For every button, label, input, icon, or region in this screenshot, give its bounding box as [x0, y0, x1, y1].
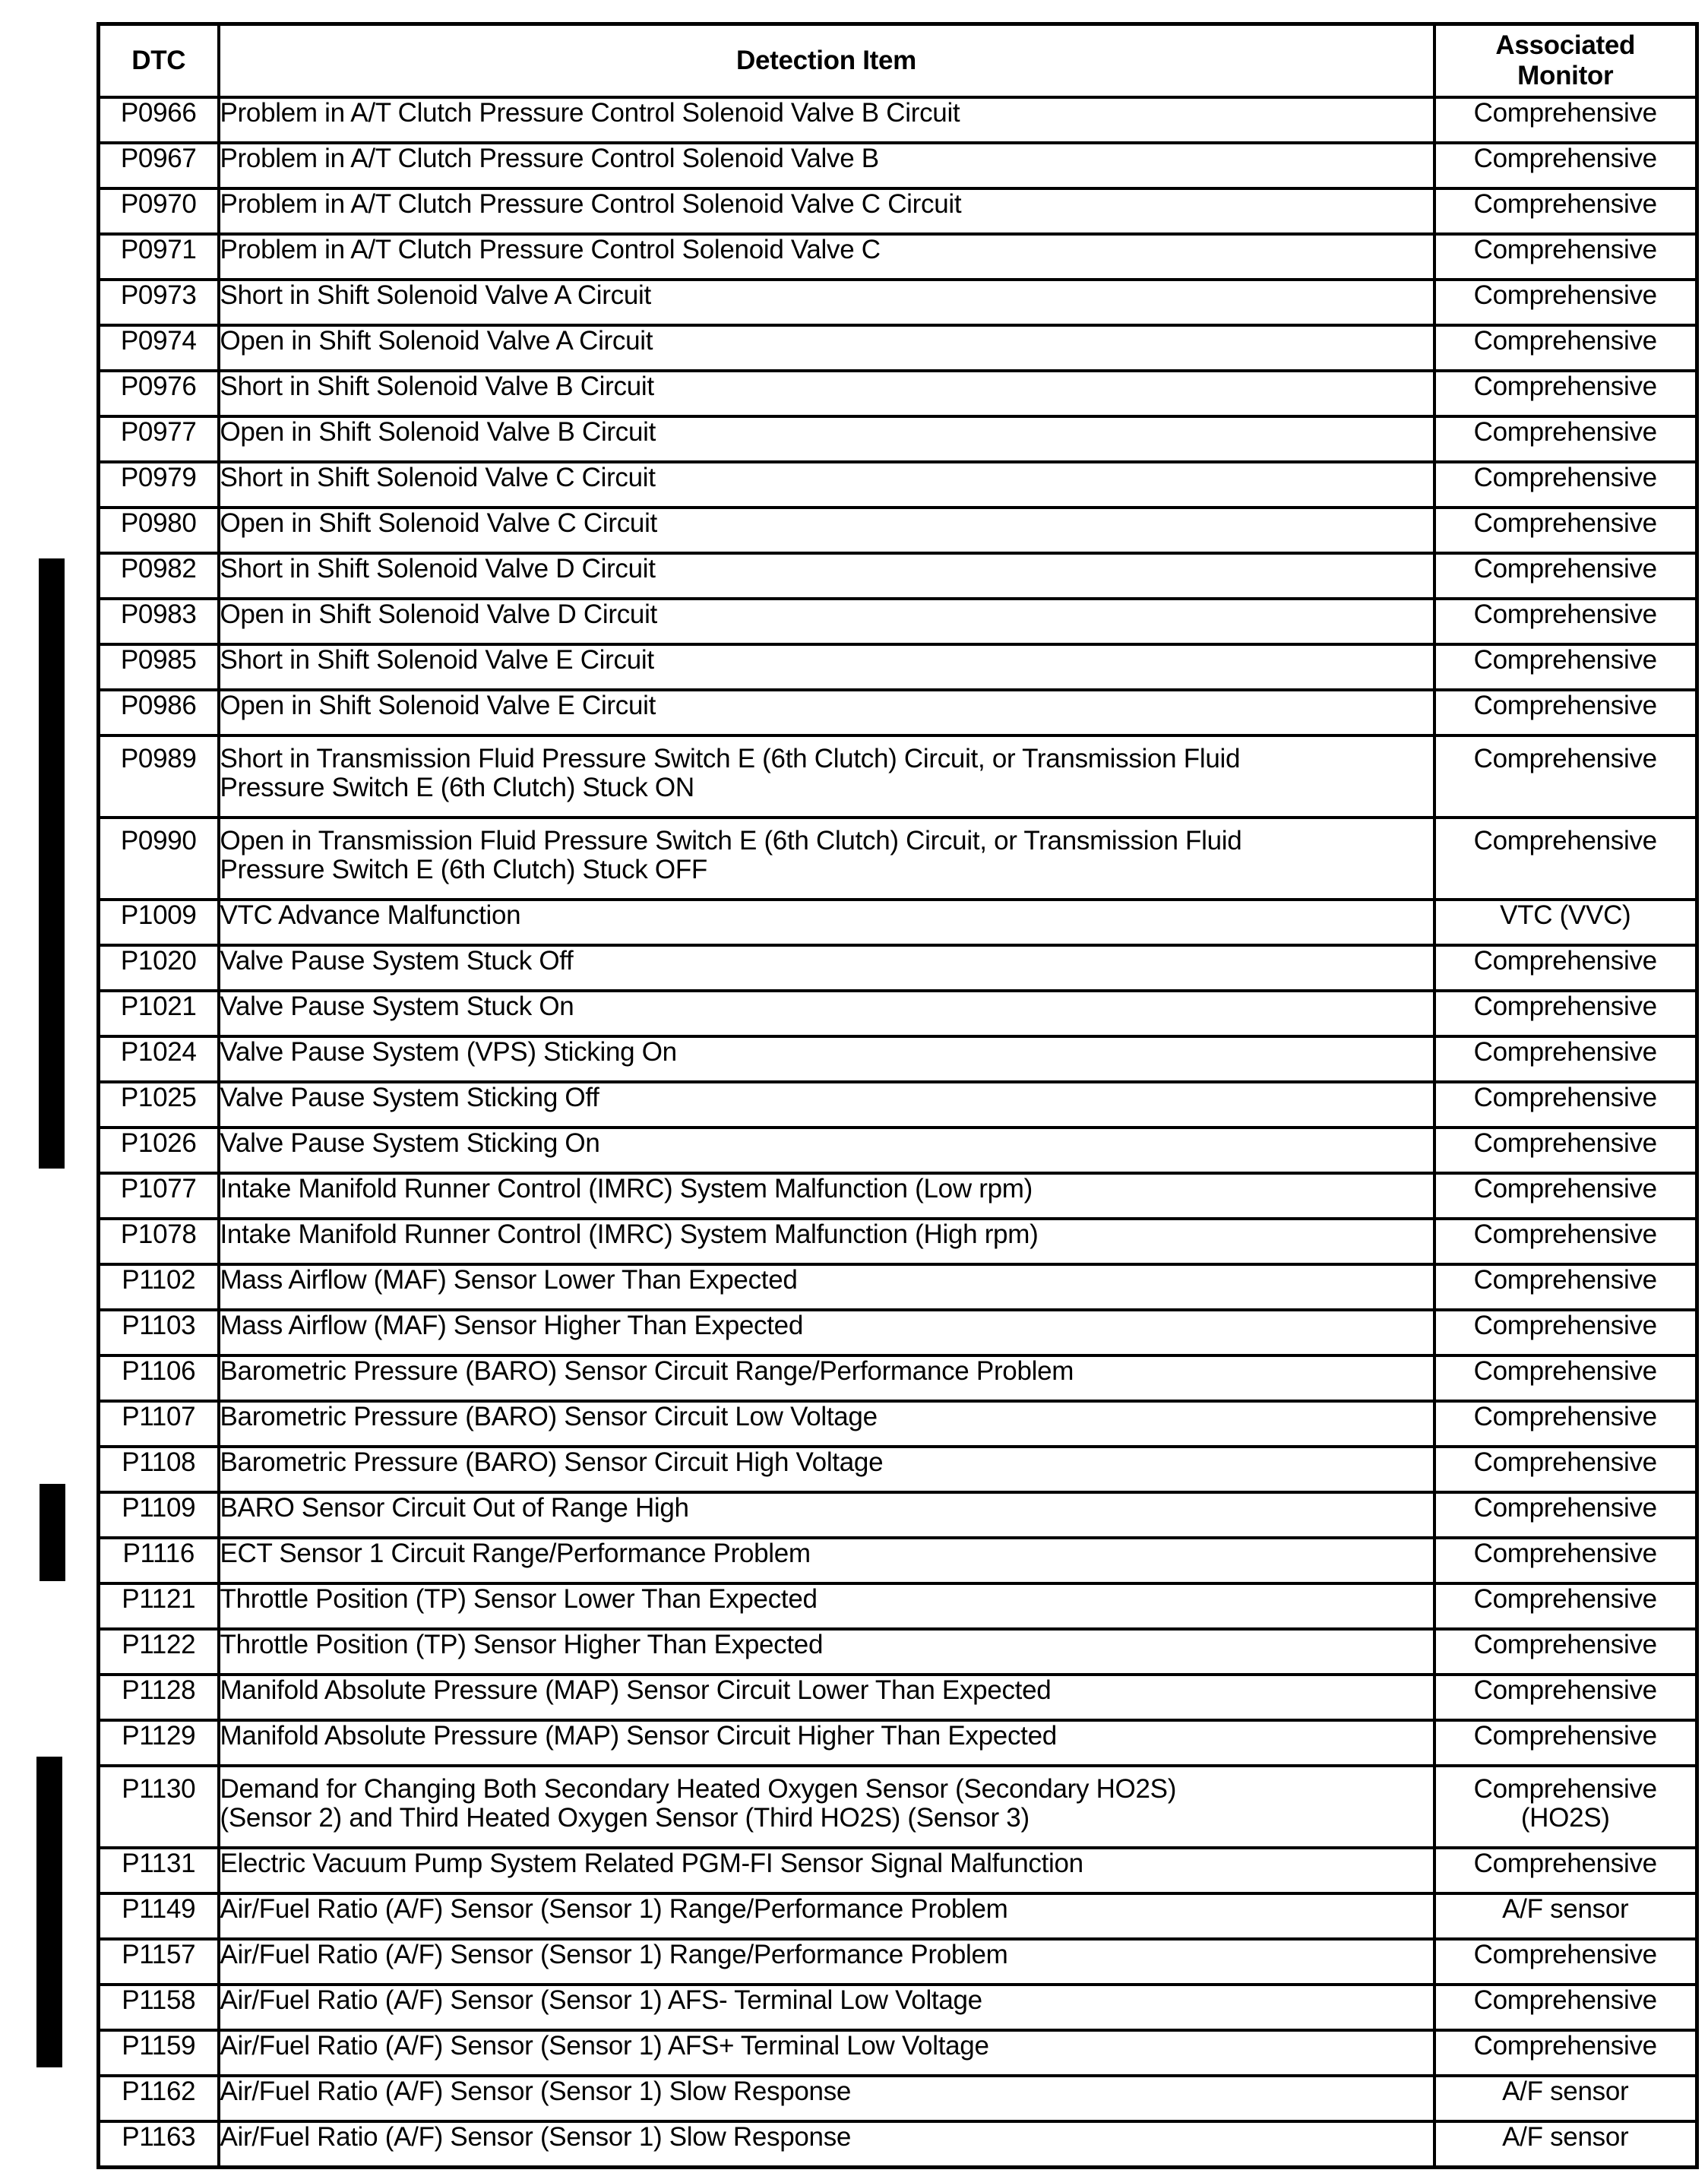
- associated-monitor-text: Comprehensive: [1473, 1402, 1657, 1431]
- table-row: [99, 1355, 1697, 1401]
- detection-item-cell: [219, 1264, 1434, 1310]
- detection-item-text: Valve Pause System Stuck Off: [220, 946, 574, 976]
- detection-item-cell: [219, 1447, 1434, 1492]
- table-row: [99, 325, 1697, 371]
- associated-monitor-cell: [1434, 1173, 1697, 1219]
- table-row: [99, 371, 1697, 416]
- detection-item-cell: [219, 371, 1434, 416]
- dtc-code-cell: P0982: [99, 553, 219, 599]
- associated-monitor-text: Comprehensive: [1473, 1940, 1657, 1969]
- associated-monitor-text: Comprehensive: [1473, 1311, 1657, 1340]
- table-row: [99, 1082, 1697, 1128]
- detection-item-cell: [219, 1173, 1434, 1219]
- associated-monitor-text: Comprehensive: [1473, 1356, 1657, 1386]
- header-line: Associated: [1495, 30, 1636, 60]
- associated-monitor-cell: [1434, 462, 1697, 508]
- detection-item-text: Open in Shift Solenoid Valve A Circuit: [220, 326, 653, 356]
- dtc-code-cell: P0977: [99, 416, 219, 462]
- dtc-code-cell: P1128: [99, 1675, 219, 1720]
- detection-item-text: Electric Vacuum Pump System Related PGM-FI Sensor Signal Malfunction: [220, 1849, 1083, 1878]
- dtc-code-cell: P1077: [99, 1173, 219, 1219]
- associated-monitor-cell: [1434, 991, 1697, 1036]
- table-row: [99, 2030, 1697, 2076]
- detection-item-cell: [219, 1082, 1434, 1128]
- column-header-dtc: DTC: [99, 24, 219, 98]
- table-row: [99, 508, 1697, 553]
- detection-item-cell: [219, 735, 1434, 818]
- detection-item-text: Open in Shift Solenoid Valve B Circuit: [220, 417, 656, 447]
- detection-item-cell: [219, 1985, 1434, 2030]
- table-header-row: [99, 24, 1697, 98]
- associated-monitor-text: Comprehensive: [1473, 1083, 1657, 1112]
- associated-monitor-text: Comprehensive: [1473, 1539, 1657, 1568]
- detection-item-text: Valve Pause System Stuck On: [220, 992, 574, 1021]
- detection-item-text: Demand for Changing Both Secondary Heated Oxygen Sensor (Secondary HO2S): [220, 1774, 1177, 1804]
- associated-monitor-cell: [1434, 508, 1697, 553]
- table-row: [99, 1219, 1697, 1264]
- associated-monitor-text: Comprehensive: [1473, 1447, 1657, 1477]
- associated-monitor-cell: [1434, 690, 1697, 735]
- detection-item-text: Problem in A/T Clutch Pressure Control Solenoid Valve C Circuit: [220, 189, 962, 219]
- associated-monitor-text: A/F sensor: [1502, 2122, 1629, 2152]
- detection-item-text: Throttle Position (TP) Sensor Lower Than Expected: [220, 1584, 818, 1614]
- dtc-code-cell: P1157: [99, 1939, 219, 1985]
- associated-monitor-cell: [1434, 188, 1697, 234]
- associated-monitor-cell: [1434, 553, 1697, 599]
- table-row: [99, 1310, 1697, 1355]
- dtc-code-cell: P1149: [99, 1893, 219, 1939]
- table-row: [99, 1985, 1697, 2030]
- associated-monitor-text: Comprehensive: [1473, 189, 1657, 219]
- table-row: [99, 553, 1697, 599]
- table-row: [99, 416, 1697, 462]
- dtc-code-cell: P0974: [99, 325, 219, 371]
- dtc-code-cell: P0973: [99, 280, 219, 325]
- detection-item-text: Air/Fuel Ratio (A/F) Sensor (Sensor 1) Slow Response: [220, 2077, 852, 2106]
- detection-item-cell: [219, 553, 1434, 599]
- associated-monitor-text: Comprehensive: [1473, 691, 1657, 720]
- associated-monitor-text: Comprehensive: [1473, 326, 1657, 356]
- associated-monitor-text: A/F sensor: [1502, 2077, 1629, 2106]
- table-row: [99, 1848, 1697, 1893]
- revision-change-bar: [36, 1757, 62, 2067]
- detection-item-cell: [219, 462, 1434, 508]
- detection-item-text: Air/Fuel Ratio (A/F) Sensor (Sensor 1) AFS- Terminal Low Voltage: [220, 1985, 982, 2015]
- associated-monitor-cell: [1434, 1355, 1697, 1401]
- dtc-code-cell: P1103: [99, 1310, 219, 1355]
- table-row: [99, 1538, 1697, 1583]
- detection-item-cell: [219, 325, 1434, 371]
- associated-monitor-text: Comprehensive: [1473, 1037, 1657, 1067]
- associated-monitor-cell: [1434, 2076, 1697, 2121]
- associated-monitor-text: Comprehensive: [1473, 1630, 1657, 1659]
- associated-monitor-text: A/F sensor: [1502, 1894, 1629, 1924]
- associated-monitor-cell: [1434, 416, 1697, 462]
- associated-monitor-text: VTC (VVC): [1500, 900, 1631, 930]
- associated-monitor-text: Comprehensive: [1473, 826, 1657, 856]
- dtc-code-cell: P0980: [99, 508, 219, 553]
- dtc-code-cell: P0970: [99, 188, 219, 234]
- dtc-code-cell: P0971: [99, 234, 219, 280]
- associated-monitor-text: Comprehensive: [1473, 417, 1657, 447]
- associated-monitor-cell: [1434, 280, 1697, 325]
- associated-monitor-text: Comprehensive: [1473, 1675, 1657, 1705]
- dtc-code-cell: P1129: [99, 1720, 219, 1766]
- associated-monitor-cell: [1434, 1893, 1697, 1939]
- table-row: [99, 1939, 1697, 1985]
- table-row: [99, 599, 1697, 644]
- detection-item-text: Short in Shift Solenoid Valve B Circuit: [220, 372, 654, 401]
- detection-item-text: Short in Shift Solenoid Valve A Circuit: [220, 280, 651, 310]
- table-row: [99, 97, 1697, 143]
- associated-monitor-text: Comprehensive: [1473, 1584, 1657, 1614]
- associated-monitor-cell: [1434, 234, 1697, 280]
- dtc-code-cell: P1121: [99, 1583, 219, 1629]
- detection-item-text: Barometric Pressure (BARO) Sensor Circuit High Voltage: [220, 1447, 884, 1477]
- dtc-code-cell: P1020: [99, 945, 219, 991]
- dtc-code-cell: P1021: [99, 991, 219, 1036]
- dtc-table: [96, 22, 1699, 2169]
- detection-item-text: Manifold Absolute Pressure (MAP) Sensor Circuit Higher Than Expected: [220, 1721, 1057, 1751]
- dtc-code-cell: P1026: [99, 1128, 219, 1173]
- detection-item-text: Mass Airflow (MAF) Sensor Higher Than Expected: [220, 1311, 804, 1340]
- detection-item-cell: [219, 1629, 1434, 1675]
- associated-monitor-cell: [1434, 1766, 1697, 1848]
- associated-monitor-text: Comprehensive: [1473, 508, 1657, 538]
- associated-monitor-text: Comprehensive: [1473, 992, 1657, 1021]
- associated-monitor-cell: [1434, 143, 1697, 188]
- detection-item-text: Throttle Position (TP) Sensor Higher Than Expected: [220, 1630, 824, 1659]
- dtc-code-cell: P0967: [99, 143, 219, 188]
- associated-monitor-cell: [1434, 945, 1697, 991]
- table-row: [99, 1401, 1697, 1447]
- associated-monitor-text: Comprehensive: [1473, 1174, 1657, 1204]
- associated-monitor-text: Comprehensive: [1473, 144, 1657, 173]
- table-row: [99, 462, 1697, 508]
- associated-monitor-cell: [1434, 1583, 1697, 1629]
- detection-item-text: Short in Shift Solenoid Valve D Circuit: [220, 554, 656, 584]
- associated-monitor-text: Comprehensive: [1473, 1493, 1657, 1523]
- detection-item-text-line2: (Sensor 2) and Third Heated Oxygen Sensor (Third HO2S) (Sensor 3): [220, 1803, 1030, 1833]
- associated-monitor-text: Comprehensive: [1473, 1985, 1657, 2015]
- associated-monitor-text: Comprehensive: [1473, 1774, 1657, 1804]
- associated-monitor-cell: [1434, 1310, 1697, 1355]
- dtc-code-cell: P1078: [99, 1219, 219, 1264]
- detection-item-cell: [219, 2121, 1434, 2168]
- detection-item-cell: [219, 2076, 1434, 2121]
- dtc-code-cell: P1106: [99, 1355, 219, 1401]
- dtc-code-cell: P0989: [99, 735, 219, 818]
- detection-item-cell: [219, 1355, 1434, 1401]
- column-header-detection-item: Detection Item: [219, 24, 1434, 98]
- dtc-code-cell: P0986: [99, 690, 219, 735]
- detection-item-text: Short in Shift Solenoid Valve C Circuit: [220, 463, 656, 492]
- dtc-code-cell: P1024: [99, 1036, 219, 1082]
- associated-monitor-text: Comprehensive: [1473, 463, 1657, 492]
- detection-item-text: Intake Manifold Runner Control (IMRC) System Malfunction (High rpm): [220, 1219, 1039, 1249]
- dtc-code-cell: P1009: [99, 900, 219, 945]
- detection-item-cell: [219, 599, 1434, 644]
- dtc-code-cell: P0976: [99, 371, 219, 416]
- revision-change-bar: [39, 558, 65, 1169]
- associated-monitor-cell: [1434, 1036, 1697, 1082]
- detection-item-cell: [219, 1766, 1434, 1848]
- table-row: [99, 1036, 1697, 1082]
- associated-monitor-cell: [1434, 1219, 1697, 1264]
- detection-item-cell: [219, 1538, 1434, 1583]
- associated-monitor-text: Comprehensive: [1473, 1128, 1657, 1158]
- table-row: [99, 1675, 1697, 1720]
- detection-item-cell: [219, 1128, 1434, 1173]
- associated-monitor-cell: [1434, 1128, 1697, 1173]
- dtc-code-cell: P1163: [99, 2121, 219, 2168]
- associated-monitor-cell: [1434, 644, 1697, 690]
- detection-item-text: Air/Fuel Ratio (A/F) Sensor (Sensor 1) AFS+ Terminal Low Voltage: [220, 2031, 989, 2061]
- dtc-code-cell: P1158: [99, 1985, 219, 2030]
- associated-monitor-cell: [1434, 1082, 1697, 1128]
- dtc-code-cell: P1116: [99, 1538, 219, 1583]
- detection-item-cell: [219, 97, 1434, 143]
- detection-item-text: Air/Fuel Ratio (A/F) Sensor (Sensor 1) Range/Performance Problem: [220, 1894, 1008, 1924]
- detection-item-cell: [219, 416, 1434, 462]
- associated-monitor-cell: [1434, 1939, 1697, 1985]
- detection-item-text: Air/Fuel Ratio (A/F) Sensor (Sensor 1) Slow Response: [220, 2122, 852, 2152]
- dtc-code-cell: P0983: [99, 599, 219, 644]
- table-row: [99, 735, 1697, 818]
- associated-monitor-cell: [1434, 1675, 1697, 1720]
- dtc-code-cell: P1130: [99, 1766, 219, 1848]
- table-row: [99, 1720, 1697, 1766]
- detection-item-cell: [219, 508, 1434, 553]
- detection-item-cell: [219, 1848, 1434, 1893]
- detection-item-text: Short in Transmission Fluid Pressure Switch E (6th Clutch) Circuit, or Transmission Fluid: [220, 744, 1241, 773]
- table-row: [99, 1264, 1697, 1310]
- dtc-code-cell: P1131: [99, 1848, 219, 1893]
- detection-item-text: Open in Shift Solenoid Valve E Circuit: [220, 691, 656, 720]
- table-row: [99, 1893, 1697, 1939]
- detection-item-text: Open in Shift Solenoid Valve C Circuit: [220, 508, 657, 538]
- associated-monitor-text: Comprehensive: [1473, 645, 1657, 675]
- associated-monitor-text: Comprehensive: [1473, 554, 1657, 584]
- table-row: [99, 690, 1697, 735]
- detection-item-cell: [219, 234, 1434, 280]
- detection-item-text: BARO Sensor Circuit Out of Range High: [220, 1493, 689, 1523]
- dtc-code-cell: P0985: [99, 644, 219, 690]
- associated-monitor-cell: [1434, 1629, 1697, 1675]
- associated-monitor-cell: [1434, 325, 1697, 371]
- table-row: [99, 1492, 1697, 1538]
- associated-monitor-cell: [1434, 1720, 1697, 1766]
- associated-monitor-text: Comprehensive: [1473, 1849, 1657, 1878]
- table-body: [99, 97, 1697, 2168]
- associated-monitor-cell: [1434, 599, 1697, 644]
- associated-monitor-cell: [1434, 371, 1697, 416]
- detection-item-cell: [219, 818, 1434, 900]
- table-row: [99, 143, 1697, 188]
- detection-item-cell: [219, 143, 1434, 188]
- detection-item-text-line2: Pressure Switch E (6th Clutch) Stuck OFF: [220, 855, 708, 884]
- associated-monitor-cell: [1434, 2121, 1697, 2168]
- table-row: [99, 1583, 1697, 1629]
- detection-item-cell: [219, 1492, 1434, 1538]
- detection-item-text: Problem in A/T Clutch Pressure Control Solenoid Valve B: [220, 144, 879, 173]
- detection-item-text: Valve Pause System (VPS) Sticking On: [220, 1037, 677, 1067]
- detection-item-cell: [219, 1720, 1434, 1766]
- detection-item-cell: [219, 1893, 1434, 1939]
- table-row: [99, 280, 1697, 325]
- associated-monitor-cell: [1434, 1848, 1697, 1893]
- detection-item-cell: [219, 644, 1434, 690]
- detection-item-text: Intake Manifold Runner Control (IMRC) System Malfunction (Low rpm): [220, 1174, 1033, 1204]
- associated-monitor-cell: [1434, 1447, 1697, 1492]
- associated-monitor-text: Comprehensive: [1473, 2031, 1657, 2061]
- detection-item-cell: [219, 1675, 1434, 1720]
- table-row: [99, 644, 1697, 690]
- table-row: [99, 1629, 1697, 1675]
- dtc-code-cell: P0990: [99, 818, 219, 900]
- dtc-code-cell: P1162: [99, 2076, 219, 2121]
- dtc-code-cell: P1109: [99, 1492, 219, 1538]
- associated-monitor-text: Comprehensive: [1473, 235, 1657, 264]
- detection-item-text-line2: Pressure Switch E (6th Clutch) Stuck ON: [220, 773, 694, 802]
- table-row: [99, 1766, 1697, 1848]
- table-row: [99, 1173, 1697, 1219]
- detection-item-cell: [219, 690, 1434, 735]
- detection-item-text: Open in Transmission Fluid Pressure Switch E (6th Clutch) Circuit, or Transmission Fluid: [220, 826, 1242, 856]
- table-row: [99, 2121, 1697, 2168]
- associated-monitor-cell: [1434, 1985, 1697, 2030]
- associated-monitor-text-line2: (HO2S): [1520, 1803, 1610, 1833]
- associated-monitor-cell: [1434, 1401, 1697, 1447]
- dtc-code-cell: P1102: [99, 1264, 219, 1310]
- associated-monitor-text: Comprehensive: [1473, 1721, 1657, 1751]
- associated-monitor-cell: [1434, 1264, 1697, 1310]
- associated-monitor-text: Comprehensive: [1473, 946, 1657, 976]
- table-row: [99, 900, 1697, 945]
- associated-monitor-cell: [1434, 97, 1697, 143]
- dtc-code-cell: P1025: [99, 1082, 219, 1128]
- detection-item-text: Short in Shift Solenoid Valve E Circuit: [220, 645, 654, 675]
- table-row: [99, 945, 1697, 991]
- detection-item-text: Problem in A/T Clutch Pressure Control Solenoid Valve C: [220, 235, 881, 264]
- associated-monitor-cell: [1434, 1538, 1697, 1583]
- detection-item-cell: [219, 900, 1434, 945]
- dtc-code-cell: P1122: [99, 1629, 219, 1675]
- header-line: Monitor: [1517, 61, 1614, 90]
- table-row: [99, 818, 1697, 900]
- associated-monitor-text: Comprehensive: [1473, 744, 1657, 773]
- table-row: [99, 991, 1697, 1036]
- detection-item-cell: [219, 188, 1434, 234]
- dtc-code-cell: P1108: [99, 1447, 219, 1492]
- revision-change-bar: [40, 1484, 65, 1581]
- associated-monitor-cell: [1434, 1492, 1697, 1538]
- associated-monitor-text: Comprehensive: [1473, 372, 1657, 401]
- table-row: [99, 1447, 1697, 1492]
- table-row: [99, 188, 1697, 234]
- associated-monitor-text: Comprehensive: [1473, 1219, 1657, 1249]
- detection-item-text: Mass Airflow (MAF) Sensor Lower Than Expected: [220, 1265, 798, 1295]
- table-row: [99, 1128, 1697, 1173]
- detection-item-cell: [219, 945, 1434, 991]
- table-row: [99, 2076, 1697, 2121]
- detection-item-text: VTC Advance Malfunction: [220, 900, 521, 930]
- detection-item-text: Manifold Absolute Pressure (MAP) Sensor Circuit Lower Than Expected: [220, 1675, 1052, 1705]
- detection-item-text: Barometric Pressure (BARO) Sensor Circuit Low Voltage: [220, 1402, 878, 1431]
- detection-item-cell: [219, 1036, 1434, 1082]
- detection-item-cell: [219, 2030, 1434, 2076]
- associated-monitor-cell: [1434, 818, 1697, 900]
- detection-item-text: Problem in A/T Clutch Pressure Control Solenoid Valve B Circuit: [220, 98, 960, 128]
- associated-monitor-cell: [1434, 735, 1697, 818]
- table-row: [99, 234, 1697, 280]
- detection-item-cell: [219, 1219, 1434, 1264]
- dtc-code-cell: P0966: [99, 97, 219, 143]
- detection-item-cell: [219, 1583, 1434, 1629]
- detection-item-cell: [219, 1401, 1434, 1447]
- column-header-associated-monitor: [1434, 24, 1697, 98]
- detection-item-text: Valve Pause System Sticking Off: [220, 1083, 599, 1112]
- detection-item-text: Valve Pause System Sticking On: [220, 1128, 600, 1158]
- detection-item-text: Open in Shift Solenoid Valve D Circuit: [220, 599, 657, 629]
- detection-item-cell: [219, 991, 1434, 1036]
- dtc-code-cell: P0979: [99, 462, 219, 508]
- detection-item-text: ECT Sensor 1 Circuit Range/Performance Problem: [220, 1539, 811, 1568]
- detection-item-cell: [219, 1310, 1434, 1355]
- dtc-code-cell: P1159: [99, 2030, 219, 2076]
- associated-monitor-text: Comprehensive: [1473, 1265, 1657, 1295]
- associated-monitor-cell: [1434, 900, 1697, 945]
- detection-item-text: Air/Fuel Ratio (A/F) Sensor (Sensor 1) Range/Performance Problem: [220, 1940, 1008, 1969]
- associated-monitor-text: Comprehensive: [1473, 98, 1657, 128]
- detection-item-cell: [219, 280, 1434, 325]
- associated-monitor-text: Comprehensive: [1473, 280, 1657, 310]
- detection-item-cell: [219, 1939, 1434, 1985]
- associated-monitor-cell: [1434, 2030, 1697, 2076]
- detection-item-text: Barometric Pressure (BARO) Sensor Circuit Range/Performance Problem: [220, 1356, 1074, 1386]
- associated-monitor-text: Comprehensive: [1473, 599, 1657, 629]
- dtc-code-cell: P1107: [99, 1401, 219, 1447]
